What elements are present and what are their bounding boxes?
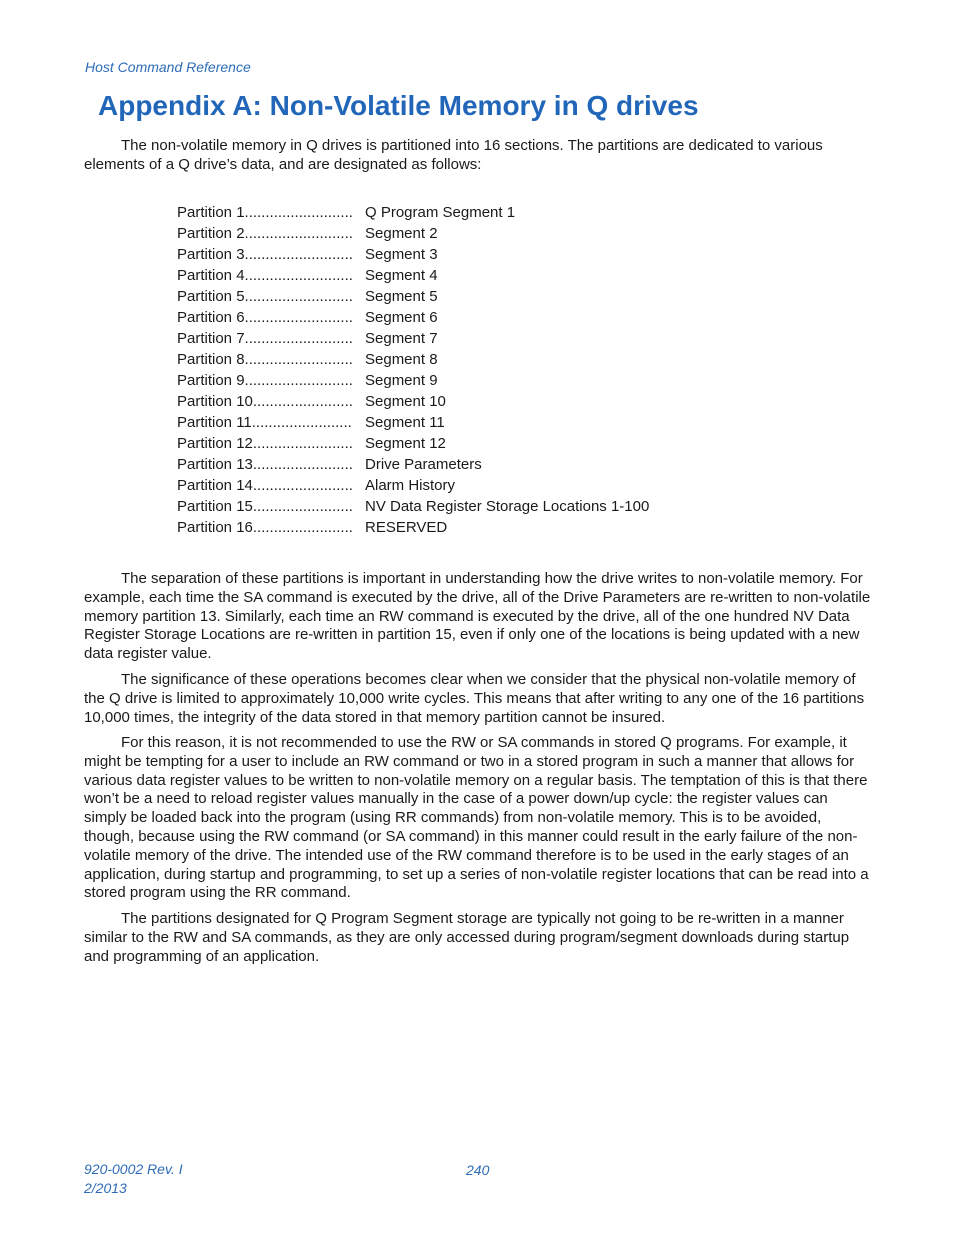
partition-name: Partition 3 xyxy=(177,246,245,263)
partition-leader-dots: ........................ xyxy=(252,435,353,452)
partition-row xyxy=(177,496,650,517)
paragraph-significance: The significance of these operations becomes clear when we consider that the physical non-volatile memory of the Q drive is limited to approximately 10,000 write cycles. This means that after writing to any one of the 16 partitions 10,000 times, the integrity of the data stored in that memory partition cannot be insured. xyxy=(84,671,865,726)
partition-name: Partition 7 xyxy=(177,330,245,347)
partition-row xyxy=(177,265,438,286)
partition-value: Segment 4 xyxy=(365,267,438,284)
partition-leader-dots: ........................ xyxy=(252,456,353,473)
partition-value: Segment 7 xyxy=(365,330,438,347)
partition-row xyxy=(177,286,438,307)
partition-value: NV Data Register Storage Locations 1-100 xyxy=(365,498,650,515)
partition-row xyxy=(177,370,438,391)
partition-name: Partition 14 xyxy=(177,477,253,494)
partition-leader-dots: ........................ xyxy=(252,393,353,410)
footer-date: 2/2013 xyxy=(84,1180,127,1196)
partition-value: Segment 3 xyxy=(365,246,438,263)
partition-leader-dots: .......................... xyxy=(244,246,353,263)
partition-name: Partition 15 xyxy=(177,498,253,515)
partition-row xyxy=(177,517,448,538)
paragraph-segment-storage: The partitions designated for Q Program Segment storage are typically not going to be re-written in a manner similar to the RW and SA commands, as they are only accessed during program/segment downloads during startup and programming of an application. xyxy=(84,910,850,965)
page-title: Appendix A: Non-Volatile Memory in Q drives xyxy=(98,90,699,121)
partition-value: Segment 6 xyxy=(365,309,438,326)
partition-value: Segment 5 xyxy=(365,288,438,305)
footer-doc-number: 920-0002 Rev. I xyxy=(84,1161,183,1177)
partition-row xyxy=(177,328,438,349)
partition-row xyxy=(177,202,516,223)
partition-name: Partition 4 xyxy=(177,267,245,284)
partition-leader-dots: ........................ xyxy=(252,498,353,515)
partition-list xyxy=(177,202,650,538)
partition-leader-dots: .......................... xyxy=(244,330,353,347)
partition-leader-dots: .......................... xyxy=(244,288,353,305)
partition-value: RESERVED xyxy=(365,519,448,536)
partition-value: Segment 9 xyxy=(365,372,438,389)
partition-row xyxy=(177,475,456,496)
partition-name: Partition 1 xyxy=(177,204,245,221)
partition-row xyxy=(177,412,445,433)
partition-leader-dots: .......................... xyxy=(244,225,353,242)
partition-leader-dots: .......................... xyxy=(244,309,353,326)
partition-row xyxy=(177,349,438,370)
partition-value: Q Program Segment 1 xyxy=(365,204,516,221)
partition-name: Partition 9 xyxy=(177,372,245,389)
partition-row xyxy=(177,454,482,475)
partition-leader-dots: ........................ xyxy=(252,519,353,536)
partition-leader-dots: ........................ xyxy=(252,477,353,494)
partition-name: Partition 16 xyxy=(177,519,253,536)
partition-name: Partition 12 xyxy=(177,435,253,452)
partition-leader-dots: .......................... xyxy=(244,372,353,389)
partition-name: Partition 8 xyxy=(177,351,245,368)
paragraph-separation: The separation of these partitions is important in understanding how the drive writes to non-volatile memory. For example, each time the SA command is executed by the drive, all of the Drive Parameters are re-written to non-volatile memory partition 13. Similarly, each time an RW command is executed by the drive, all of the one hundred NV Data Register Storage Locations are re-written in partition 15, even if only one of the locations is being updated with a new data register value. xyxy=(84,570,871,663)
partition-leader-dots: ........................ xyxy=(251,414,352,431)
partition-value: Segment 11 xyxy=(365,414,445,431)
partition-value: Segment 8 xyxy=(365,351,438,368)
intro-paragraph: The non-volatile memory in Q drives is partitioned into 16 sections. The partitions are dedicated to various elements of a Q drive’s data, and are designated as follows: xyxy=(84,137,823,173)
partition-leader-dots: .......................... xyxy=(244,204,353,221)
partition-name: Partition 6 xyxy=(177,309,245,326)
page-number: 240 xyxy=(466,1162,490,1178)
partition-value: Segment 10 xyxy=(365,393,446,410)
partition-value: Drive Parameters xyxy=(365,456,482,473)
footer-doc-info xyxy=(84,1160,183,1198)
partition-name: Partition 13 xyxy=(177,456,253,473)
running-header: Host Command Reference xyxy=(85,59,251,75)
partition-row xyxy=(177,307,438,328)
partition-leader-dots: .......................... xyxy=(244,351,353,368)
partition-row xyxy=(177,433,446,454)
partition-row xyxy=(177,391,446,412)
partition-leader-dots: .......................... xyxy=(244,267,353,284)
partition-row xyxy=(177,223,438,244)
partition-value: Segment 12 xyxy=(365,435,446,452)
partition-name: Partition 11 xyxy=(177,414,252,431)
partition-name: Partition 5 xyxy=(177,288,245,305)
partition-name: Partition 10 xyxy=(177,393,253,410)
partition-row xyxy=(177,244,438,265)
partition-name: Partition 2 xyxy=(177,225,245,242)
paragraph-recommendation: For this reason, it is not recommended to use the RW or SA commands in stored Q programs. For example, it might be tempting for a user to include an RW command or two in a stored program in such a manner that allows for various data register values to be written to non-volatile memory on a regular basis. The temptation of this is that there won’t be a need to reload register values manually in the case of a power down/up cycle: the register values can simply be loaded back into the program (using RR commands) from non-volatile memory. This is to be avoided, though, because using the RW command (or SA command) in this manner could result in the early failure of the non-volatile memory of the drive. The intended use of the RW command therefore is to be used in the early stages of an application, during startup and programming, to set up a series of non-volatile register locations that can be read into a stored program using the RR command. xyxy=(84,734,869,902)
partition-value: Alarm History xyxy=(365,477,456,494)
partition-value: Segment 2 xyxy=(365,225,438,242)
